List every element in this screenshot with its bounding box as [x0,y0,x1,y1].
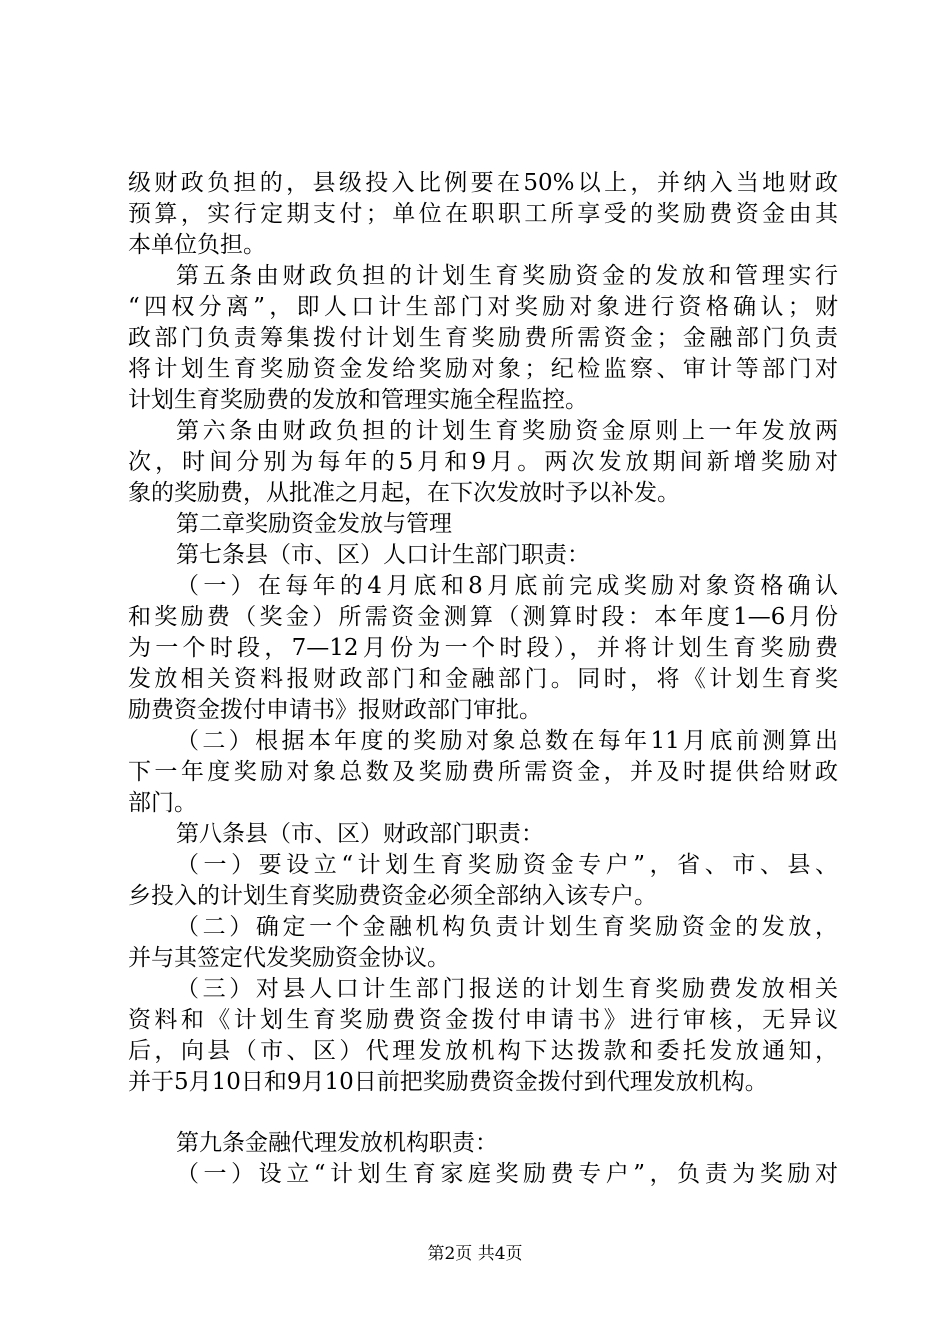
text-line: 乡投入的计划生育奖励费资金必须全部纳入该专户。 [128,883,657,909]
text-line: 后，向县（市、区）代理发放机构下达拨款和委托发放通知， [128,1038,838,1064]
text-line: 第六条由财政负担的计划生育奖励资金原则上一年发放两 [176,418,838,444]
text-line: 第七条县（市、区）人口计生部门职责： [176,542,590,568]
text-line: 第二章奖励资金发放与管理 [176,511,452,537]
text-line: 并于5月10日和9月10日前把奖励费资金拨付到代理发放机构。 [128,1069,768,1095]
text-line: “四权分离”，即人口计生部门对奖励对象进行资格确认；财 [128,294,838,320]
text-line: 励费资金拨付申请书》报财政部门审批。 [128,697,542,723]
text-line: （一）在每年的4月底和8月底前完成奖励对象资格确认 [176,573,838,599]
text-line: 为一个时段，7—12月份为一个时段），并将计划生育奖励费 [128,635,838,661]
text-line: 第五条由财政负担的计划生育奖励资金的发放和管理实行 [176,263,838,289]
text-line: 将计划生育奖励资金发给奖励对象；纪检监察、审计等部门对 [128,356,838,382]
text-line: 资料和《计划生育奖励费资金拨付申请书》进行审核，无异议 [128,1007,838,1033]
document-body [128,168,838,1190]
text-line: 并与其签定代发奖励资金协议。 [128,945,450,971]
text-line: （二）根据本年度的奖励对象总数在每年11月底前测算出 [176,728,838,754]
paragraph-gap [128,1098,838,1128]
text-line: 象的奖励费，从批准之月起，在下次发放时予以补发。 [128,480,680,506]
text-line: （三）对县人口计生部门报送的计划生育奖励费发放相关 [176,976,838,1002]
text-line: 本单位负担。 [128,232,266,258]
text-line: 第八条县（市、区）财政部门职责： [176,821,544,847]
text-line: 发放相关资料报财政部门和金融部门。同时，将《计划生育奖 [128,666,838,692]
text-line: 下一年度奖励对象总数及奖励费所需资金，并及时提供给财政 [128,759,838,785]
text-line: （一）要设立“计划生育奖励资金专户”，省、市、县、 [176,852,838,878]
text-line: 政部门负责筹集拨付计划生育奖励费所需资金；金融部门负责 [128,325,838,351]
text-line: （二）确定一个金融机构负责计划生育奖励资金的发放， [176,914,838,940]
text-line: 次，时间分别为每年的5月和9月。两次发放期间新增奖励对 [128,449,838,475]
text-line: 部门。 [128,790,197,816]
page-footer: 第2页 共4页 [427,1244,523,1264]
text-line: 和奖励费（奖金）所需资金测算（测算时段：本年度1—6月份 [128,604,838,630]
text-line: 级财政负担的，县级投入比例要在50%以上，并纳入当地财政 [128,170,838,196]
text-line: 计划生育奖励费的发放和管理实施全程监控。 [128,387,588,413]
text-line: 预算，实行定期支付；单位在职职工所享受的奖励费资金由其 [128,201,838,227]
text-line: 第九条金融代理发放机构职责： [176,1130,498,1156]
text-line: （一）设立“计划生育家庭奖励费专户”，负责为奖励对 [176,1161,838,1187]
